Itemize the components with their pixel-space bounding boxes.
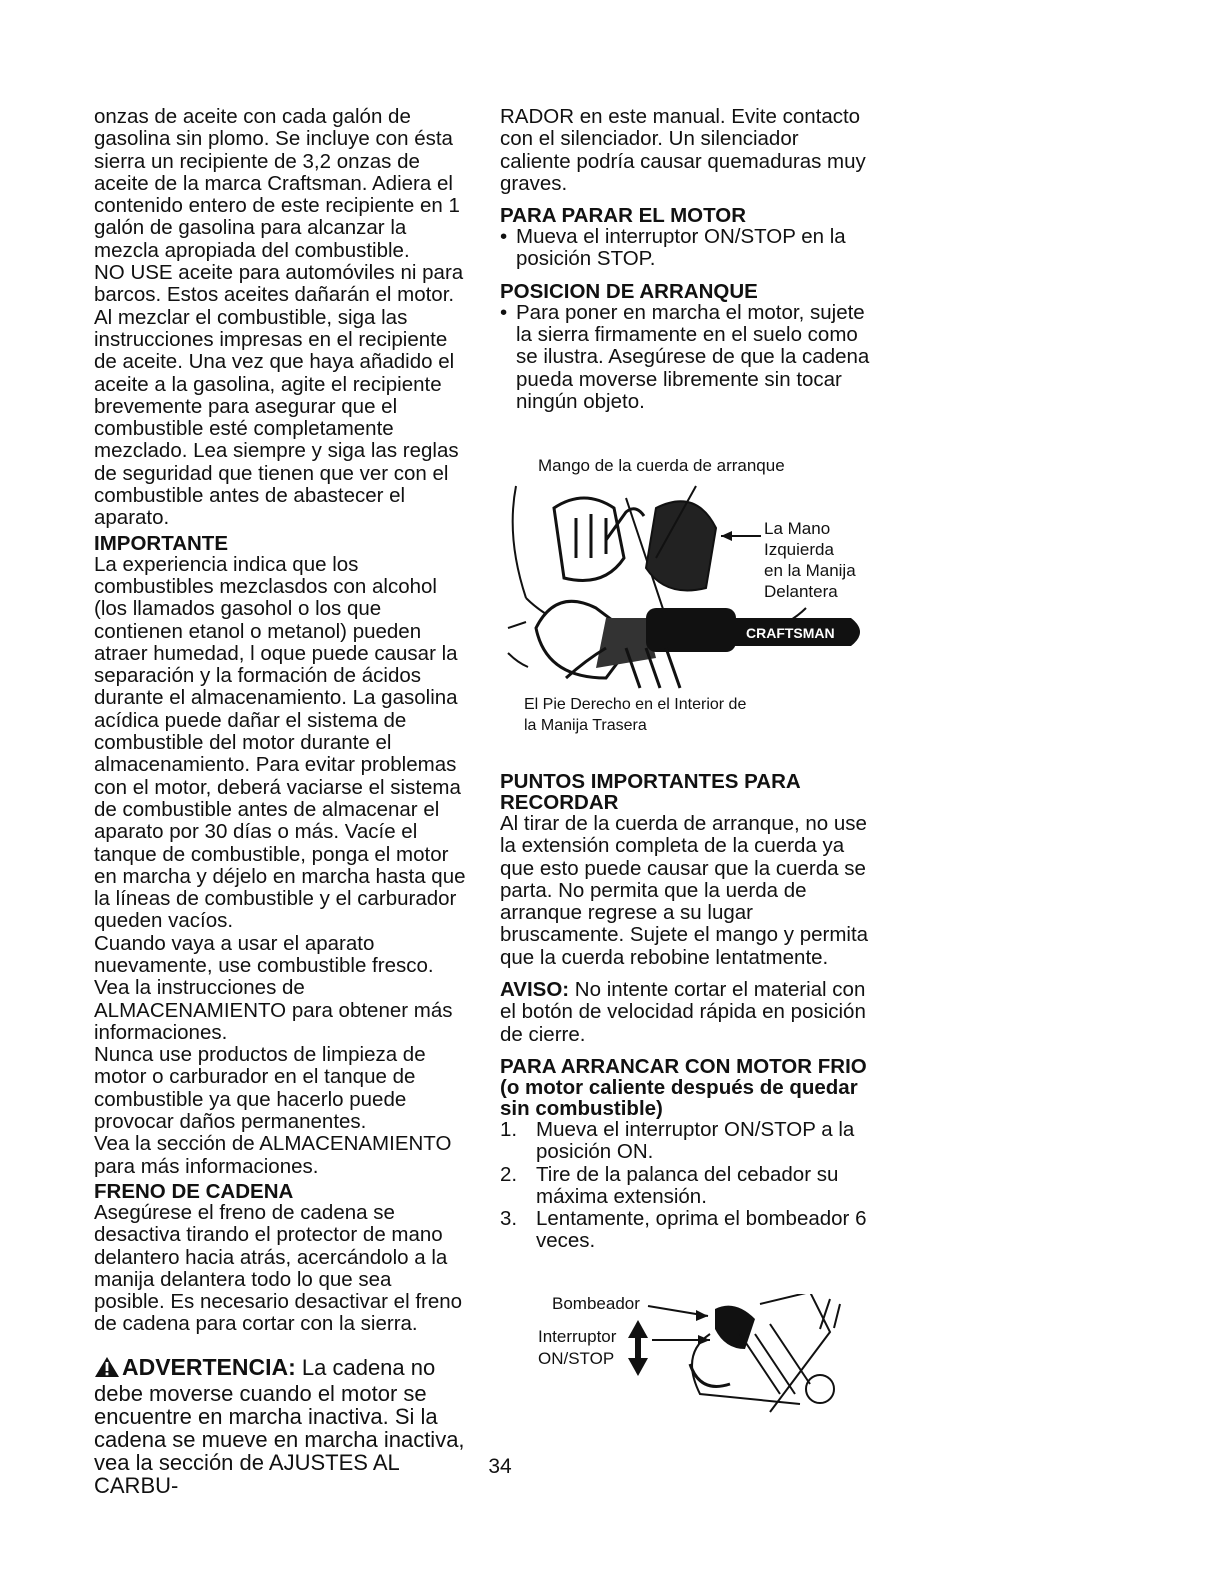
chain-brake-paragraph: Asegúrese el freno de cadena se desactiva tirando el protector de mano delantero hacia atrás, acercándolo a la manija delantera todo lo que sea posible. Es necesario desactivar el freno de cadena para cortar con la sierra. xyxy=(94,1200,463,1336)
parar-bullet xyxy=(500,226,872,271)
parar-heading: PARA PARAR EL MOTOR xyxy=(500,204,747,228)
right-foot-label-line: El Pie Derecho en el Interior de xyxy=(524,696,747,713)
left-hand-label-line: en la Manija xyxy=(764,561,856,580)
arrancar-heading: PARA ARRANCAR CON MOTOR FRIO (o motor caliente después de quedar sin combustible) xyxy=(500,1054,867,1120)
aviso-paragraph xyxy=(500,979,872,1046)
left-hand-label-line: Delantera xyxy=(764,582,838,601)
cleaning-products-paragraph: Nunca use productos de limpieza de motor o carburador en el tanque de combustible ya que hacerlo puede provocar daños permanentes. xyxy=(94,1043,426,1134)
step-text: Tire de la palanca del cebador su máxima extensión. xyxy=(536,1162,839,1208)
aviso-label: AVISO: xyxy=(500,978,570,1002)
step-text: Mueva el interruptor ON/STOP a la posición ON. xyxy=(536,1117,855,1164)
mixing-instructions-paragraph: Al mezclar el combustible, siga las instrucciones impresas en el recipiente de aceite. Una vez que haya añadido el aceite a la gasolina, agite el recipiente brevemente para asegurar que el combustible esté completamente mezclado. Lea siempre y siga las reglas de seguridad que tienen que ver con el combustible antes de abastecer el aparato. xyxy=(94,305,459,530)
muffler-paragraph: RADOR en este manual. Evite contacto con el silenciador. Un silenciador caliente podría causar quemaduras muy graves. xyxy=(500,105,866,195)
primer-switch-figure xyxy=(530,1294,860,1414)
parar-bullet-text: Mueva el interruptor ON/STOP en la posición STOP. xyxy=(516,225,846,271)
step-item xyxy=(500,1208,872,1253)
primer-label: Bombeador xyxy=(552,1294,640,1313)
chainsaw-brand-text: CRAFTSMAN xyxy=(746,625,835,641)
importante-heading: IMPORTANTE xyxy=(94,531,229,555)
starting-position-figure xyxy=(506,456,878,736)
page-number: 34 xyxy=(488,1455,512,1478)
left-hand-label xyxy=(764,518,856,602)
warning-triangle-icon xyxy=(94,1356,120,1382)
bullet-dot-icon: • xyxy=(500,225,508,249)
advertencia-label: ADVERTENCIA: xyxy=(122,1353,296,1380)
posicion-bullet xyxy=(500,302,872,413)
step-item xyxy=(500,1164,872,1209)
oil-warning-paragraph: NO USE aceite para automóviles ni para barcos. Estos aceites dañarán el motor. xyxy=(94,261,464,307)
right-foot-label xyxy=(524,694,746,736)
switch-label-line: ON/STOP xyxy=(538,1349,615,1368)
aviso-text: No intente cortar el material con el botón de velocidad rápida en posición de cierre. xyxy=(500,978,866,1046)
right-column-lower xyxy=(500,768,872,1253)
fresh-fuel-paragraph: Cuando vaya a usar el aparato nuevamente, use combustible fresco. Vea la instrucciones de ALMACENAMIENTO para obtener más informaciones. xyxy=(94,931,453,1044)
bullet-dot-icon: • xyxy=(500,300,508,324)
posicion-heading: POSICION DE ARRANQUE xyxy=(500,279,758,303)
fig1-title: Mango de la cuerda de arranque xyxy=(538,456,785,475)
step-item xyxy=(500,1119,872,1164)
step-number: 1. xyxy=(500,1117,518,1141)
fuel-mix-paragraph: onzas de aceite con cada galón de gasolina sin plomo. Se incluye con ésta sierra un recipiente de 3,2 onzas de aceite de la marca Craftsman. Adiera el contenido entero de este recipiente en 1 galón de gasolina para alcanzar la mezcla apropiada del combustible. xyxy=(94,105,460,262)
advertencia-text: La cadena no debe moverse cuando el motor se encuentre en marcha inactiva. Si la cadena se mueve en marcha inactiva, vea la sección de AJUSTES AL CARBU- xyxy=(94,1354,465,1498)
left-hand-label-line: La Mano xyxy=(764,519,831,538)
storage-reference-paragraph: Vea la sección de ALMACENAMIENTO para más informaciones. xyxy=(94,1132,452,1178)
freno-heading: FRENO DE CADENA xyxy=(94,1179,294,1203)
step-number: 3. xyxy=(500,1207,518,1231)
switch-label-line: Interruptor xyxy=(538,1327,617,1346)
left-column xyxy=(94,106,466,1497)
alcohol-fuel-paragraph: La experiencia indica que los combustibles mezclasdos con alcohol (los llamados gasohol o los que contienen etanol o metanol) pueden atraer humedad, l oque puede causar la separación y la formación de ácidos durante el almacenamiento. La gasolina acídica puede dañar el sistema de combustible del motor durante el almacenamiento. Para evitar problemas con el motor, deberá vaciarse el sistema de combustible antes de almacenar el aparato por 30 días o más. Vacíe el tanque de combustible, ponga el motor en marcha y déjelo en marcha hasta que la líneas de combustible y el carburador queden vacíos. xyxy=(94,552,466,933)
right-foot-label-line: la Manija Trasera xyxy=(524,717,647,734)
left-hand-label-line: Izquierda xyxy=(764,540,834,559)
pull-cord-paragraph: Al tirar de la cuerda de arranque, no use la extensión completa de la cuerda ya que esto puede causar que la cuerda se parta. No permita que la uerda de arranque regrese a su lugar bruscamente. Sujete el mango y permita que la cuerda rebobine lentatmente. xyxy=(500,812,869,969)
puntos-heading: PUNTOS IMPORTANTES PARA RECORDAR xyxy=(500,770,800,814)
right-column xyxy=(500,106,872,413)
posicion-bullet-text: Para poner en marcha el motor, sujete la sierra firmamente en el suelo como se ilustra. Asegúrese de que la cadena pueda moverse libremente sin tocar ningún objeto. xyxy=(516,300,870,413)
primer-switch-illustration xyxy=(530,1294,860,1414)
step-text: Lentamente, oprima el bombeador 6 veces. xyxy=(536,1207,867,1253)
step-number: 2. xyxy=(500,1162,518,1186)
